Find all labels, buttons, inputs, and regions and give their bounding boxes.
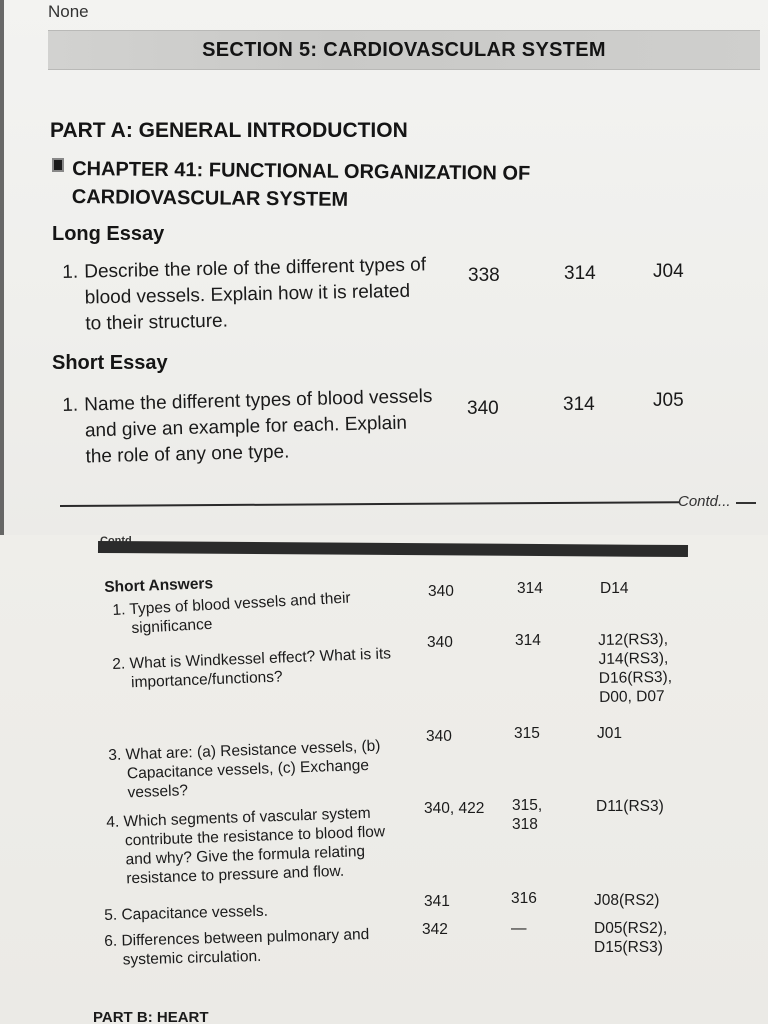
page-ref-2 — [512, 796, 542, 834]
item-line: significance — [131, 615, 213, 638]
item-line: 6. Differences between pulmonary and — [104, 926, 370, 950]
exam-ref: J04 — [653, 261, 684, 282]
chapter-title — [72, 155, 531, 216]
item-line: 4. Which segments of vascular system — [106, 804, 371, 831]
question-number: 1. — [62, 261, 79, 283]
exam-ref — [594, 919, 667, 957]
chapter-title-line1: CHAPTER 41: FUNCTIONAL ORGANIZATION OF — [72, 158, 531, 185]
question-line: the role of any one type. — [85, 441, 290, 468]
item-line: importance/functions? — [130, 668, 283, 692]
section-divider — [60, 501, 680, 507]
chapter-bullet-icon — [52, 158, 64, 172]
page-ref-1: 340 — [467, 398, 499, 419]
section-banner — [48, 30, 760, 70]
question-line: Name the different types of blood vessels — [84, 385, 433, 416]
list-item — [106, 802, 423, 889]
part-a-heading: PART A: GENERAL INTRODUCTION — [50, 119, 408, 142]
short-answers-heading: Short Answers — [104, 575, 214, 596]
list-item — [104, 898, 404, 925]
long-essay-heading: Long Essay — [52, 223, 165, 245]
exam-ref-line: D00, D07 — [599, 687, 665, 706]
exam-ref — [598, 630, 673, 707]
exam-ref: D14 — [600, 580, 629, 597]
question-number: 1. — [62, 394, 79, 416]
item-line: systemic circulation. — [122, 947, 262, 969]
page-ref-2: 314 — [517, 580, 543, 597]
short-essay-heading: Short Essay — [52, 352, 168, 374]
item-line: and why? Give the formula relating — [125, 842, 366, 869]
page-ref-2: 314 — [515, 632, 541, 649]
page-ref-1: 342 — [422, 921, 448, 938]
bottom-page — [0, 535, 768, 1024]
page-ref-2: — — [511, 920, 527, 937]
list-item — [112, 643, 423, 693]
question-text — [84, 252, 466, 338]
item-line: 5. Capacitance vessels. — [104, 902, 269, 924]
page-ref-2: 315 — [514, 725, 540, 742]
exam-ref: J05 — [653, 390, 684, 411]
contd-dash — [736, 502, 756, 504]
exam-ref-line: J12(RS3), — [598, 630, 669, 649]
exam-ref-line: D05(RS2), — [594, 920, 668, 937]
contd-label: Contd... — [678, 493, 731, 510]
item-line: Capacitance vessels, (c) Exchange — [126, 756, 370, 783]
header-bar — [98, 541, 688, 557]
chapter-title-line2: CARDIOVASCULAR SYSTEM — [71, 185, 349, 211]
question-line: Describe the role of the different types of — [84, 254, 427, 283]
item-line: 3. What are: (a) Resistance vessels, (b) — [108, 737, 381, 764]
page-ref-1: 340, 422 — [424, 800, 485, 817]
page-ref-1: 340 — [428, 583, 454, 600]
page-ref-2: 314 — [563, 394, 595, 415]
item-line: 2. What is Windkessel effect? What is its — [112, 645, 392, 673]
item-line: 1. Types of blood vessels and their — [112, 589, 352, 619]
part-b-heading: PART B: HEART — [93, 1009, 209, 1024]
item-line: resistance to pressure and flow. — [126, 862, 345, 888]
item-line: vessels? — [127, 782, 189, 802]
item-line: contribute the resistance to blood flow — [124, 823, 386, 850]
page-ref-line: 315, — [512, 797, 543, 814]
page-edge-shadow — [0, 0, 4, 535]
page-ref-2: 314 — [564, 263, 596, 284]
list-item — [108, 735, 425, 803]
page-ref-1: 340 — [427, 634, 453, 651]
exam-ref-line: D16(RS3), — [598, 668, 673, 687]
page-ref-line: 318 — [512, 816, 538, 833]
exam-ref-line: J14(RS3), — [598, 649, 669, 668]
page-ref-1: 338 — [468, 265, 500, 286]
corner-text: None — [48, 2, 89, 21]
question-line: to their structure. — [85, 310, 229, 335]
section-title: SECTION 5: CARDIOVASCULAR SYSTEM — [202, 39, 606, 61]
page-ref-1: 340 — [426, 728, 452, 745]
question-line: and give an example for each. Explain — [84, 412, 408, 442]
exam-ref-line: D15(RS3) — [594, 939, 663, 956]
exam-ref: D11(RS3) — [596, 798, 664, 815]
exam-ref: J01 — [597, 725, 622, 742]
question-line: blood vessels. Explain how it is related — [84, 280, 411, 309]
question-text — [84, 383, 466, 470]
page-ref-1: 341 — [424, 893, 450, 910]
exam-ref: J08(RS2) — [594, 892, 660, 909]
page-ref-2: 316 — [511, 890, 537, 907]
list-item — [104, 924, 420, 970]
